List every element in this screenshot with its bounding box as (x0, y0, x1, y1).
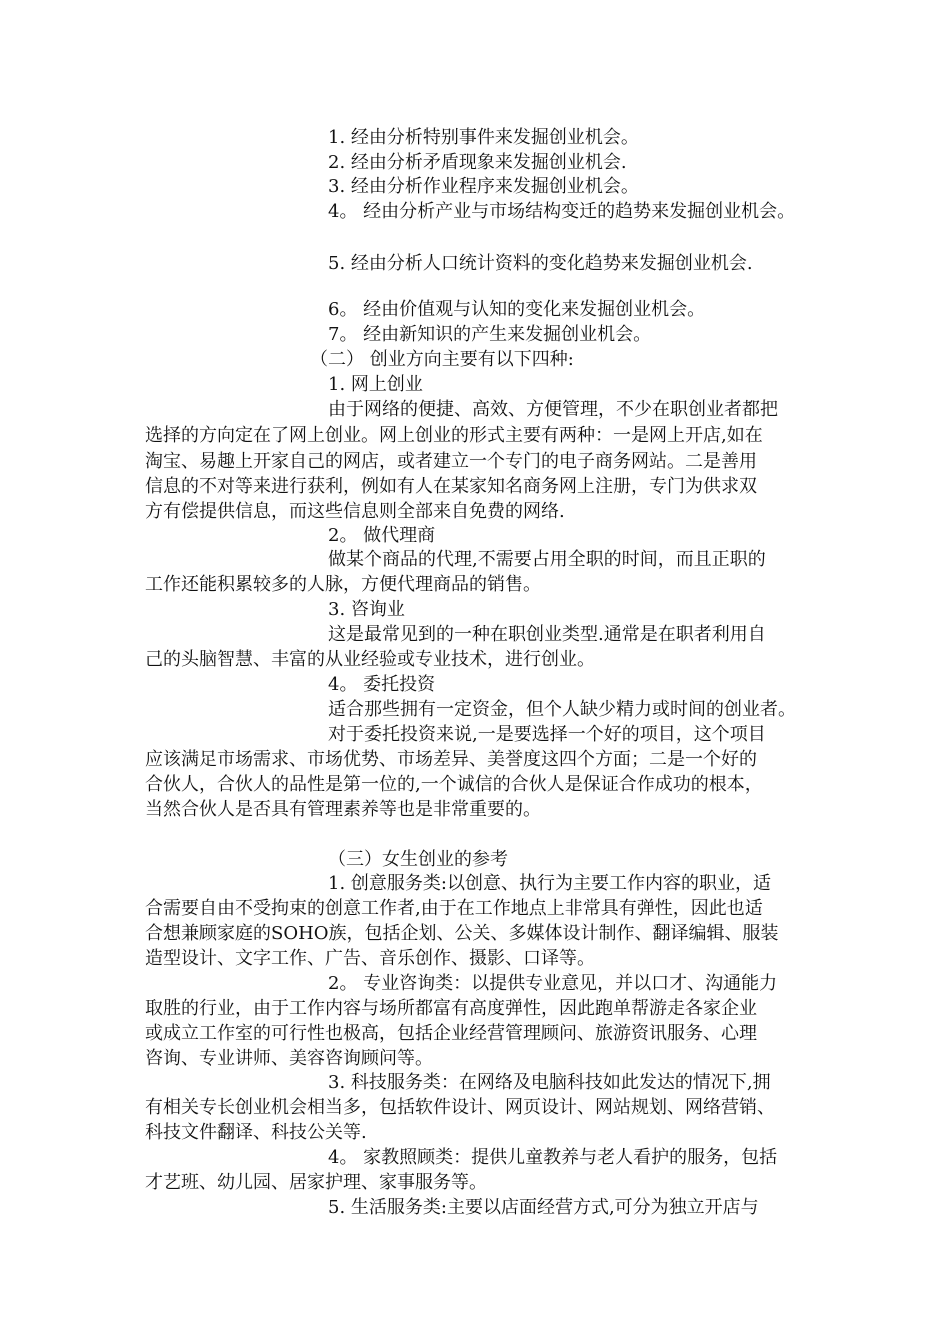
paragraph-line: 有相关专长创业机会相当多，包括软件设计、网页设计、网站规划、网络营销、 (145, 1097, 775, 1118)
paragraph-line: 方有偿提供信息，而这些信息则全部来自免费的网络. (145, 501, 565, 522)
paragraph-line: 适合那些拥有一定资金，但个人缺少精力或时间的创业者。 (328, 699, 796, 720)
paragraph-line: 对于委托投资来说,一是要选择一个好的项目，这个项目 (328, 724, 766, 745)
list-item: 4。 经由分析产业与市场结构变迁的趋势来发掘创业机会。 (328, 201, 796, 222)
paragraph-line: 3. 科技服务类：在网络及电脑科技如此发达的情况下,拥 (328, 1072, 771, 1093)
paragraph-line: 当然合伙人是否具有管理素养等也是非常重要的。 (145, 799, 541, 820)
paragraph-line: 取胜的行业，由于工作内容与场所都富有高度弹性，因此跑单帮游走各家企业 (145, 998, 757, 1019)
paragraph-line: 合伙人，合伙人的品性是第一位的,一个诚信的合伙人是保证合作成功的根本， (145, 774, 763, 795)
paragraph-line: 淘宝、易趣上开家自己的网店，或者建立一个专门的电子商务网站。二是善用 (145, 451, 757, 472)
paragraph-line: 选择的方向定在了网上创业。网上创业的形式主要有两种：一是网上开店,如在 (145, 425, 763, 446)
section-heading: （三）女生创业的参考 (328, 849, 508, 870)
paragraph-line: 咨询、专业讲师、美容咨询顾问等。 (145, 1048, 433, 1069)
paragraph-line: 这是最常见到的一种在职创业类型.通常是在职者利用自 (328, 624, 766, 645)
paragraph-line: 做某个商品的代理,不需要占用全职的时间，而且正职的 (328, 549, 766, 570)
subsection-heading: 3. 咨询业 (328, 599, 405, 620)
paragraph-line: 合需要自由不受拘束的创意工作者,由于在工作地点上非常具有弹性，因此也适 (145, 898, 763, 919)
paragraph-line: 或成立工作室的可行性也极高，包括企业经营管理顾问、旅游资讯服务、心理 (145, 1023, 757, 1044)
list-item: 6。 经由价值观与认知的变化来发掘创业机会。 (328, 299, 706, 320)
paragraph-line: 工作还能积累较多的人脉，方便代理商品的销售。 (145, 574, 541, 595)
paragraph-line: 应该满足市场需求、市场优势、市场差异、美誉度这四个方面；二是一个好的 (145, 749, 757, 770)
subsection-heading: 1. 网上创业 (328, 374, 423, 395)
paragraph-line: 才艺班、幼儿园、居家护理、家事服务等。 (145, 1172, 487, 1193)
paragraph-line: 由于网络的便捷、高效、方便管理，不少在职创业者都把 (328, 399, 778, 420)
list-item: 1. 经由分析特别事件来发掘创业机会。 (328, 127, 639, 148)
list-item: 5. 经由分析人口统计资料的变化趋势来发掘创业机会. (328, 253, 753, 274)
paragraph-line: 4。 家教照顾类：提供儿童教养与老人看护的服务，包括 (328, 1147, 778, 1168)
subsection-heading: 4。 委托投资 (328, 674, 436, 695)
paragraph-line: 1. 创意服务类:以创意、执行为主要工作内容的职业，适 (328, 873, 771, 894)
section-heading: （二） 创业方向主要有以下四种: (310, 349, 574, 370)
subsection-heading: 2。 做代理商 (328, 525, 436, 546)
paragraph-line: 信息的不对等来进行获利，例如有人在某家知名商务网上注册，专门为供求双 (145, 476, 757, 497)
paragraph-line: 科技文件翻译、科技公关等. (145, 1122, 367, 1143)
list-item: 7。 经由新知识的产生来发掘创业机会。 (328, 324, 652, 345)
list-item: 3. 经由分析作业程序来发掘创业机会。 (328, 176, 639, 197)
paragraph-line: 2。 专业咨询类：以提供专业意见，并以口才、沟通能力 (328, 973, 778, 994)
paragraph-line: 造型设计、文字工作、广告、音乐创作、摄影、口译等。 (145, 948, 595, 969)
list-item: 2. 经由分析矛盾现象来发掘创业机会. (328, 152, 627, 173)
paragraph-line: 己的头脑智慧、丰富的从业经验或专业技术，进行创业。 (145, 649, 595, 670)
paragraph-line: 5. 生活服务类:主要以店面经营方式,可分为独立开店与 (328, 1197, 759, 1218)
paragraph-line: 合想兼顾家庭的SOHO族，包括企划、公关、多媒体设计制作、翻译编辑、服装 (145, 923, 779, 944)
